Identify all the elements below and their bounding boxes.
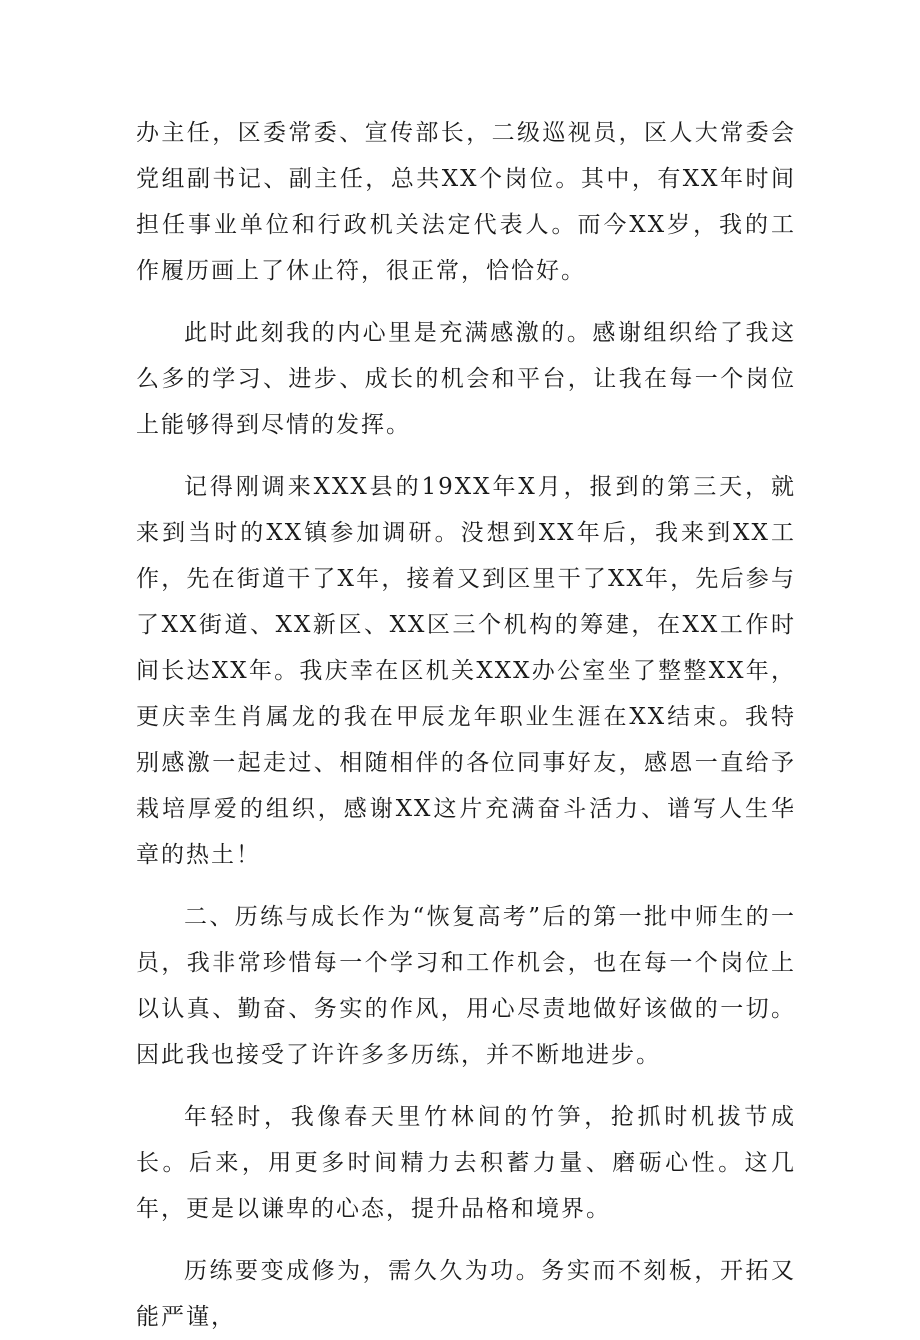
paragraph-3: 记得刚调来XXX县的19XX年X月，报到的第三天，就来到当时的XX镇参加调研。没想到XX年后，我来到XX工作，先在街道干了X年，接着又到区里干了XX年，先后参与了XX街道、XX新区、XX区三个机构的筹建，在XX工作时间长达XX年。我庆幸在区机关XXX办公室坐了整整XX年，更庆幸生肖属龙的我在甲辰龙年职业生涯在XX结束。我特别感激一起走过、相随相伴的各位同事好友，感恩一直给予栽培厚爱的组织，感谢XX这片充满奋斗活力、谱写人生华章的热土！ (136, 474, 796, 868)
document-body (136, 110, 796, 1340)
paragraph-1: 办主任，区委常委、宣传部长，二级巡视员，区人大常委会党组副书记、副主任，总共XX个岗位。其中，有XX年时间担任事业单位和行政机关法定代表人。而今XX岁，我的工作履历画上了休止符，很正常，恰恰好。 (136, 120, 796, 284)
paragraph-6: 历练要变成修为，需久久为功。务实而不刻板，开拓又能严谨， (136, 1258, 796, 1330)
paragraph-2: 此时此刻我的内心里是充满感激的。感谢组织给了我这么多的学习、进步、成长的机会和平台，让我在每一个岗位上能够得到尽情的发挥。 (136, 320, 796, 438)
paragraph-5: 年轻时，我像春天里竹林间的竹笋，抢抓时机拔节成长。后来，用更多时间精力去积蓄力量、磨砺心性。这几年，更是以谦卑的心态，提升品格和境界。 (136, 1104, 796, 1222)
paragraph-4: 二、历练与成长作为“恢复高考”后的第一批中师生的一员，我非常珍惜每一个学习和工作机会，也在每一个岗位上以认真、勤奋、务实的作风，用心尽责地做好该做的一切。因此我也接受了许许多多历练，并不断地进步。 (136, 904, 796, 1068)
